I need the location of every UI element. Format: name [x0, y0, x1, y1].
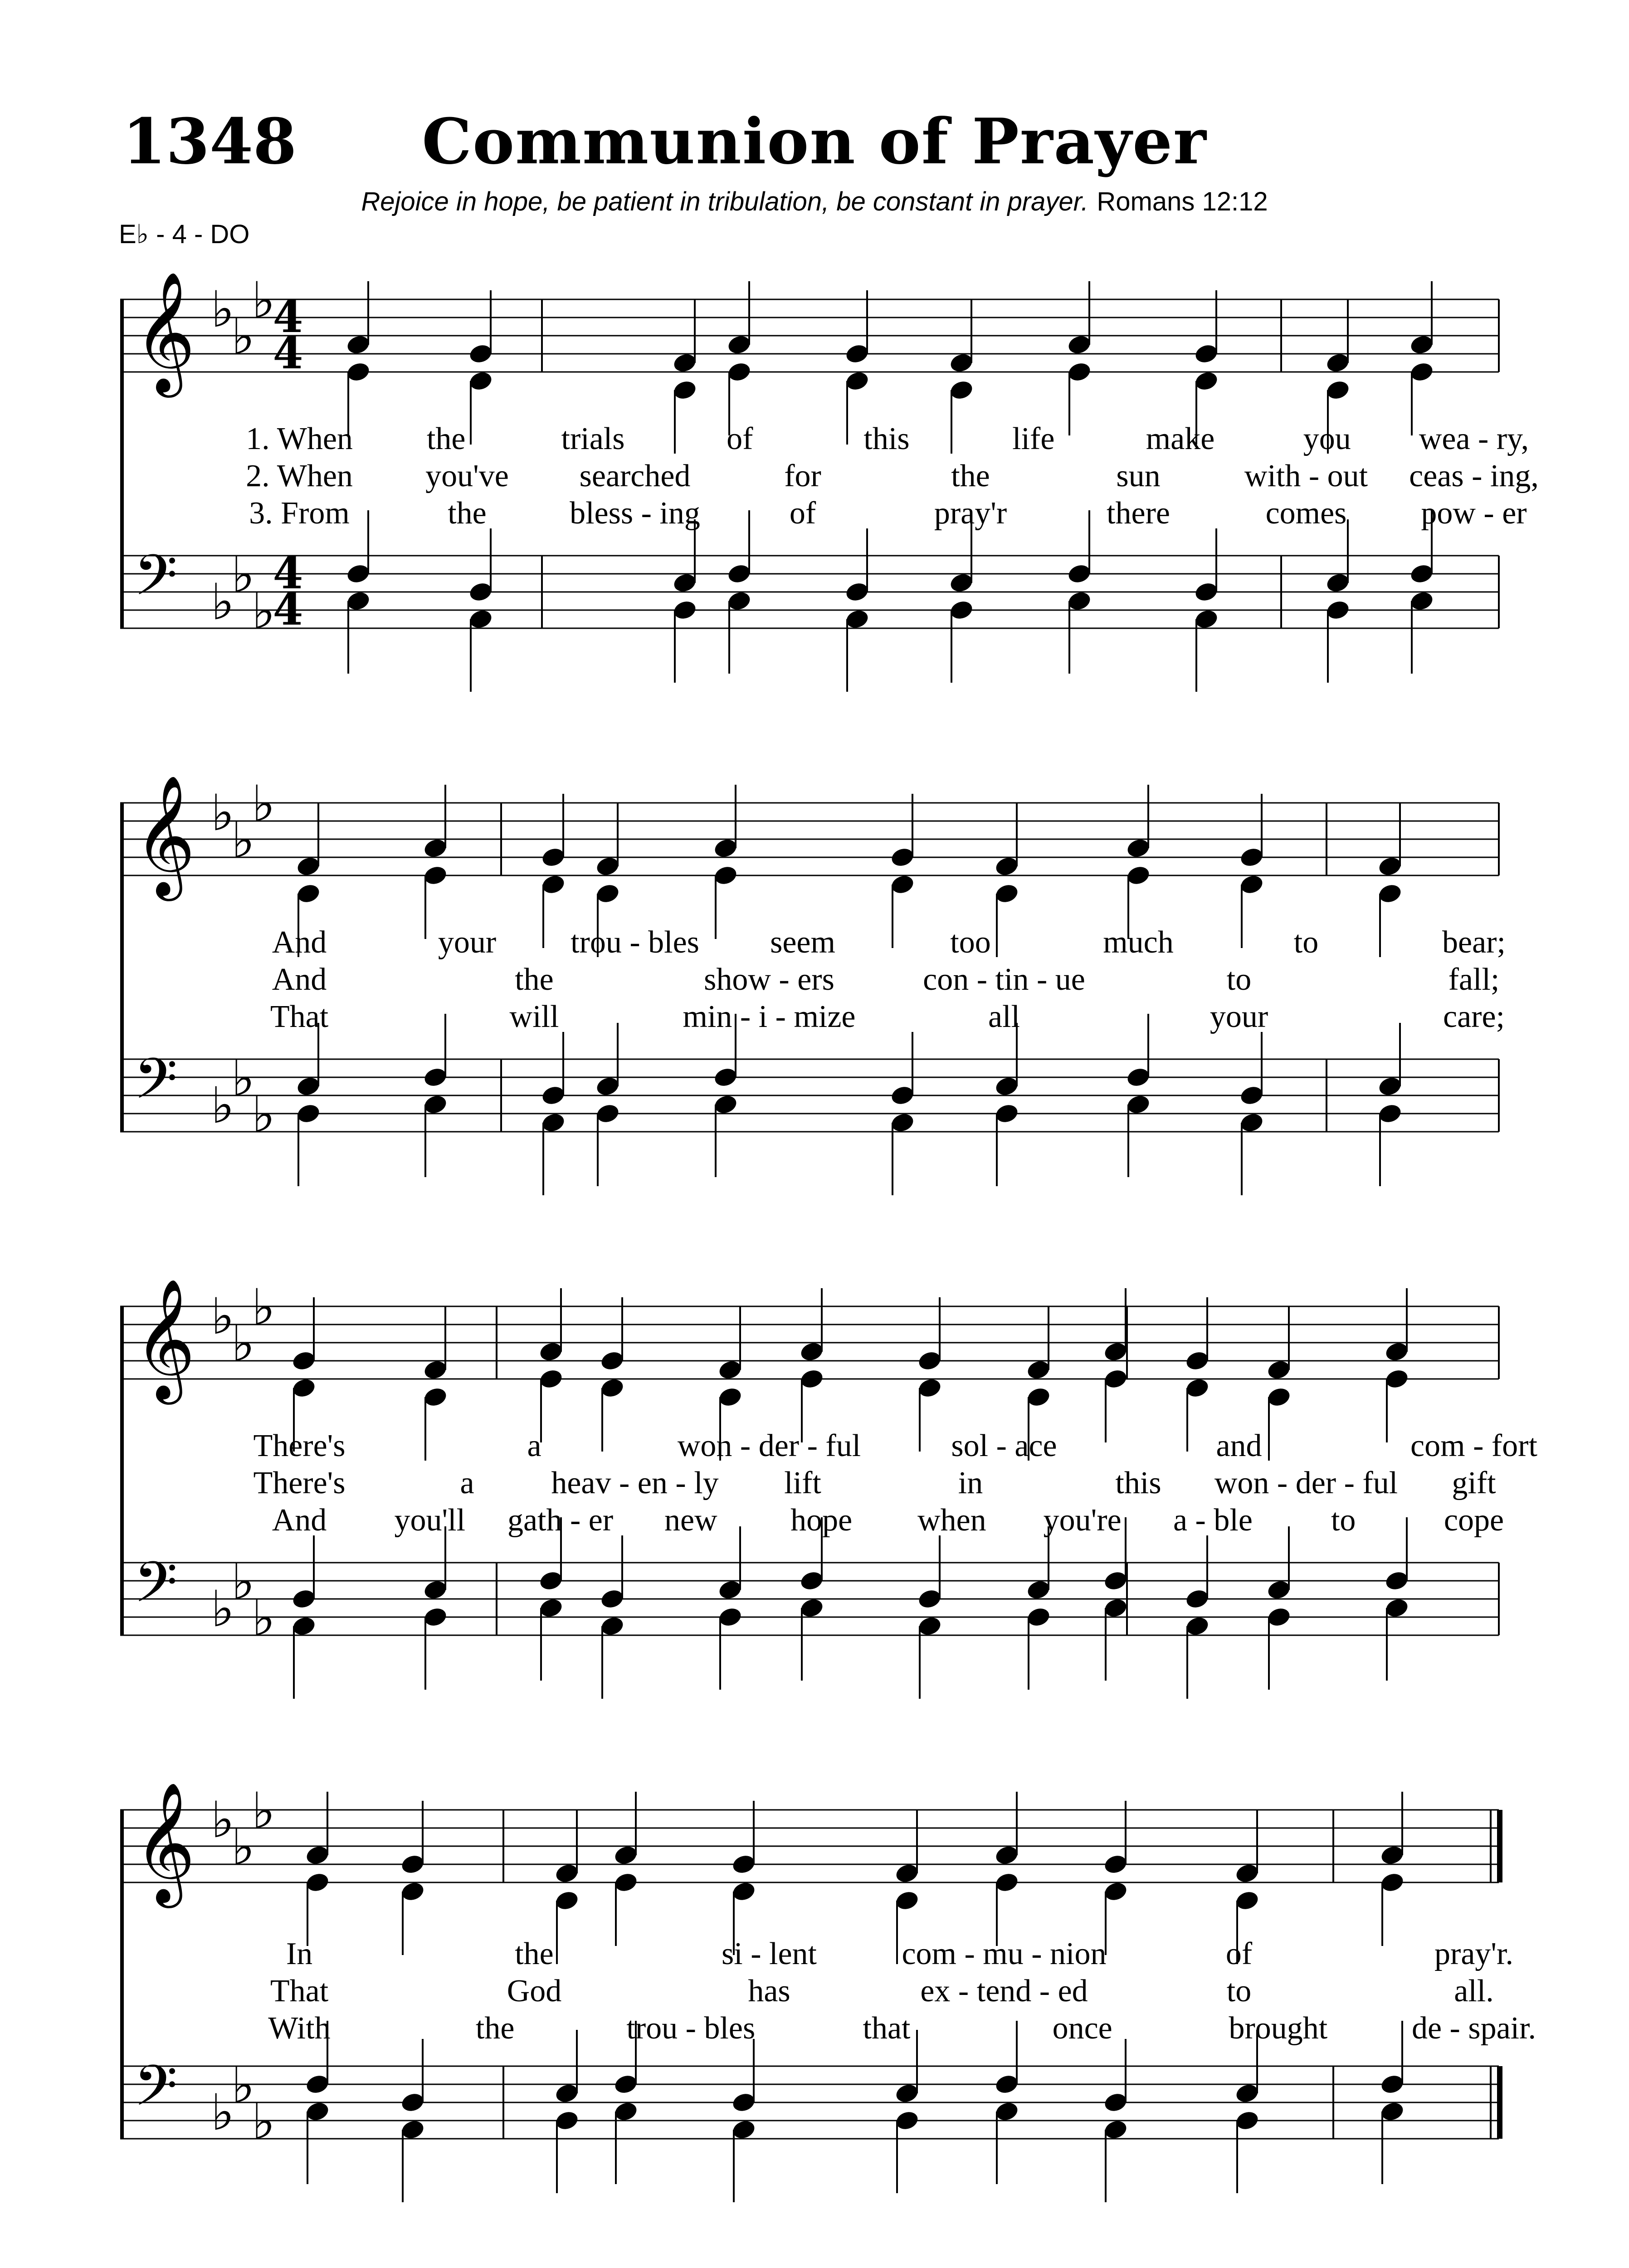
lyric-syllable: bear;: [1442, 925, 1506, 960]
lyric-syllable: of: [789, 496, 816, 531]
system-bracket: [120, 299, 124, 628]
flat-icon: ♭: [252, 1782, 275, 1840]
lyric-syllable: this: [863, 421, 910, 456]
lyric-syllable: ex - tend - ed: [920, 1974, 1088, 2009]
lyric-syllable: show - ers: [704, 962, 834, 997]
lyric-syllable: too: [950, 925, 991, 960]
flat-icon: ♭: [211, 1287, 234, 1345]
flat-icon: ♭: [211, 2083, 234, 2141]
lyric-syllable: trou - bles: [571, 925, 699, 960]
lyric-syllable: de - spair.: [1411, 2011, 1536, 2046]
treble-clef-icon: 𝄞: [134, 1782, 195, 1903]
bass-clef-icon: 𝄢: [134, 1046, 178, 1125]
flat-icon: ♭: [211, 573, 234, 631]
lyric-syllable: the: [951, 459, 990, 494]
flat-icon: ♭: [231, 546, 255, 604]
flat-icon: ♭: [211, 1580, 234, 1638]
lyric-syllable: In: [286, 1936, 313, 1971]
lyric-syllable: heav - en - ly: [551, 1466, 719, 1501]
final-barline: [1497, 1810, 1502, 1882]
lyric-syllable: bless - ing: [570, 496, 700, 531]
lyric-syllable: of: [727, 421, 753, 456]
lyric-syllable: sol - ace: [951, 1428, 1057, 1463]
lyric-syllable: a - ble: [1173, 1503, 1253, 1538]
lyric-syllable: brought: [1229, 2011, 1328, 2046]
flat-icon: ♭: [252, 271, 275, 329]
lyric-syllable: com - fort: [1410, 1428, 1537, 1463]
lyric-syllable: con - tin - ue: [923, 962, 1085, 997]
lyric-syllable: for: [784, 459, 821, 494]
scripture-quote: Rejoice in hope, be patient in tribulation, be constant in prayer.: [361, 187, 1088, 216]
lyric-syllable: won - der - ful: [677, 1428, 861, 1463]
lyric-syllable: trials: [561, 421, 625, 456]
time-signature-bottom: 4: [273, 327, 303, 379]
lyric-syllable: your: [438, 925, 497, 960]
flat-icon: ♭: [231, 1049, 255, 1107]
lyric-syllable: And: [272, 925, 327, 960]
lyric-syllable: you've: [425, 459, 509, 494]
lyric-syllable: this: [1115, 1466, 1161, 1501]
lyric-syllable: comes: [1265, 496, 1347, 531]
lyric-syllable: all: [988, 999, 1020, 1034]
lyric-syllable: God: [507, 1974, 562, 2009]
lyric-syllable: there: [1107, 496, 1170, 531]
lyric-syllable: won - der - ful: [1214, 1466, 1398, 1501]
flat-icon: ♭: [252, 582, 275, 640]
lyric-syllable: to: [1226, 962, 1252, 997]
lyric-syllable: cope: [1444, 1503, 1504, 1538]
treble-clef-icon: 𝄞: [134, 775, 195, 896]
flat-icon: ♭: [231, 1315, 255, 1373]
lyric-syllable: With: [268, 2011, 331, 2046]
lyric-syllable: the: [515, 962, 554, 997]
lyric-syllable: min - i - mize: [683, 999, 856, 1034]
bass-clef-icon: 𝄢: [134, 543, 178, 622]
lyric-syllable: the: [515, 1936, 554, 1971]
system-bracket: [120, 803, 124, 1132]
lyric-syllable: lift: [784, 1466, 821, 1501]
lyric-syllable: hope: [790, 1503, 853, 1538]
lyric-syllable: and: [1216, 1428, 1262, 1463]
flat-icon: ♭: [211, 784, 234, 842]
system-bracket: [120, 1810, 124, 2139]
lyric-syllable: you'll: [394, 1503, 466, 1538]
flat-icon: ♭: [231, 2056, 255, 2114]
lyric-syllable: 3. From: [249, 496, 350, 531]
lyric-syllable: new: [664, 1503, 717, 1538]
lyric-syllable: when: [917, 1503, 986, 1538]
lyric-syllable: you're: [1043, 1503, 1122, 1538]
time-signature-top: 4: [273, 291, 303, 342]
lyric-syllable: searched: [579, 459, 691, 494]
lyric-syllable: That: [270, 1974, 329, 2009]
lyric-syllable: trou - bles: [626, 2011, 756, 2046]
time-signature-top: 4: [273, 547, 303, 599]
lyric-syllable: wea - ry,: [1419, 421, 1529, 456]
lyric-syllable: will: [509, 999, 559, 1034]
lyric-syllable: care;: [1443, 999, 1505, 1034]
flat-icon: ♭: [252, 1278, 275, 1336]
treble-clef-icon: 𝄞: [134, 1278, 195, 1399]
lyric-syllable: com - mu - nion: [902, 1936, 1107, 1971]
lyric-syllable: once: [1052, 2011, 1112, 2046]
lyric-syllable: a: [527, 1428, 541, 1463]
lyric-syllable: a: [460, 1466, 474, 1501]
bass-clef-icon: 𝄢: [134, 1550, 178, 1629]
key-info: E♭ - 4 - DO: [119, 220, 250, 249]
flat-icon: ♭: [211, 1076, 234, 1134]
flat-icon: ♭: [211, 1791, 234, 1849]
flat-icon: ♭: [231, 1818, 255, 1876]
final-barline: [1497, 2066, 1502, 2139]
scripture-reference: Romans 12:12: [1097, 187, 1268, 216]
lyric-syllable: si - lent: [722, 1936, 817, 1971]
lyric-syllable: to: [1226, 1974, 1252, 2009]
lyric-syllable: pray'r.: [1434, 1936, 1513, 1971]
flat-icon: ♭: [231, 811, 255, 869]
lyric-syllable: much: [1103, 925, 1174, 960]
lyric-syllable: with - out: [1244, 459, 1368, 494]
lyric-syllable: has: [748, 1974, 790, 2009]
time-signature-bottom: 4: [273, 584, 303, 635]
treble-clef-icon: 𝄞: [134, 271, 195, 392]
system-bracket: [120, 1306, 124, 1635]
lyric-syllable: in: [958, 1466, 983, 1501]
lyric-syllable: all.: [1454, 1974, 1494, 2009]
lyric-syllable: to: [1293, 925, 1319, 960]
lyric-syllable: seem: [770, 925, 835, 960]
flat-icon: ♭: [252, 2092, 275, 2151]
lyric-syllable: There's: [253, 1428, 346, 1463]
lyric-syllable: of: [1225, 1936, 1253, 1971]
lyric-syllable: 2. When: [246, 459, 353, 494]
lyric-syllable: the: [448, 496, 487, 531]
lyric-syllable: pray'r: [934, 496, 1007, 531]
lyric-syllable: that: [863, 2011, 911, 2046]
lyric-syllable: 1. When: [246, 421, 353, 456]
lyric-syllable: you: [1303, 421, 1351, 456]
lyric-syllable: And: [272, 962, 327, 997]
hymn-title: Communion of Prayer: [422, 104, 1207, 178]
lyric-syllable: fall;: [1448, 962, 1500, 997]
flat-icon: ♭: [252, 775, 275, 833]
flat-icon: ♭: [211, 280, 234, 338]
lyric-syllable: ceas - ing,: [1409, 459, 1539, 494]
flat-icon: ♭: [252, 1085, 275, 1144]
lyric-syllable: pow - er: [1421, 496, 1527, 531]
lyric-syllable: your: [1210, 999, 1268, 1034]
lyric-syllable: the: [426, 421, 466, 456]
hymn-number: 1348: [122, 104, 297, 178]
lyric-syllable: make: [1146, 421, 1215, 456]
lyric-syllable: And: [272, 1503, 327, 1538]
flat-icon: ♭: [231, 308, 255, 366]
lyric-syllable: to: [1331, 1503, 1356, 1538]
bass-clef-icon: 𝄢: [134, 2053, 178, 2132]
lyric-syllable: sun: [1116, 459, 1161, 494]
lyric-syllable: the: [475, 2011, 515, 2046]
flat-icon: ♭: [252, 1589, 275, 1647]
lyric-syllable: That: [270, 999, 329, 1034]
lyric-syllable: gift: [1452, 1466, 1496, 1501]
lyric-syllable: life: [1012, 421, 1055, 456]
lyric-syllable: gath - er: [507, 1503, 614, 1538]
lyric-syllable: There's: [253, 1466, 346, 1501]
flat-icon: ♭: [231, 1553, 255, 1611]
